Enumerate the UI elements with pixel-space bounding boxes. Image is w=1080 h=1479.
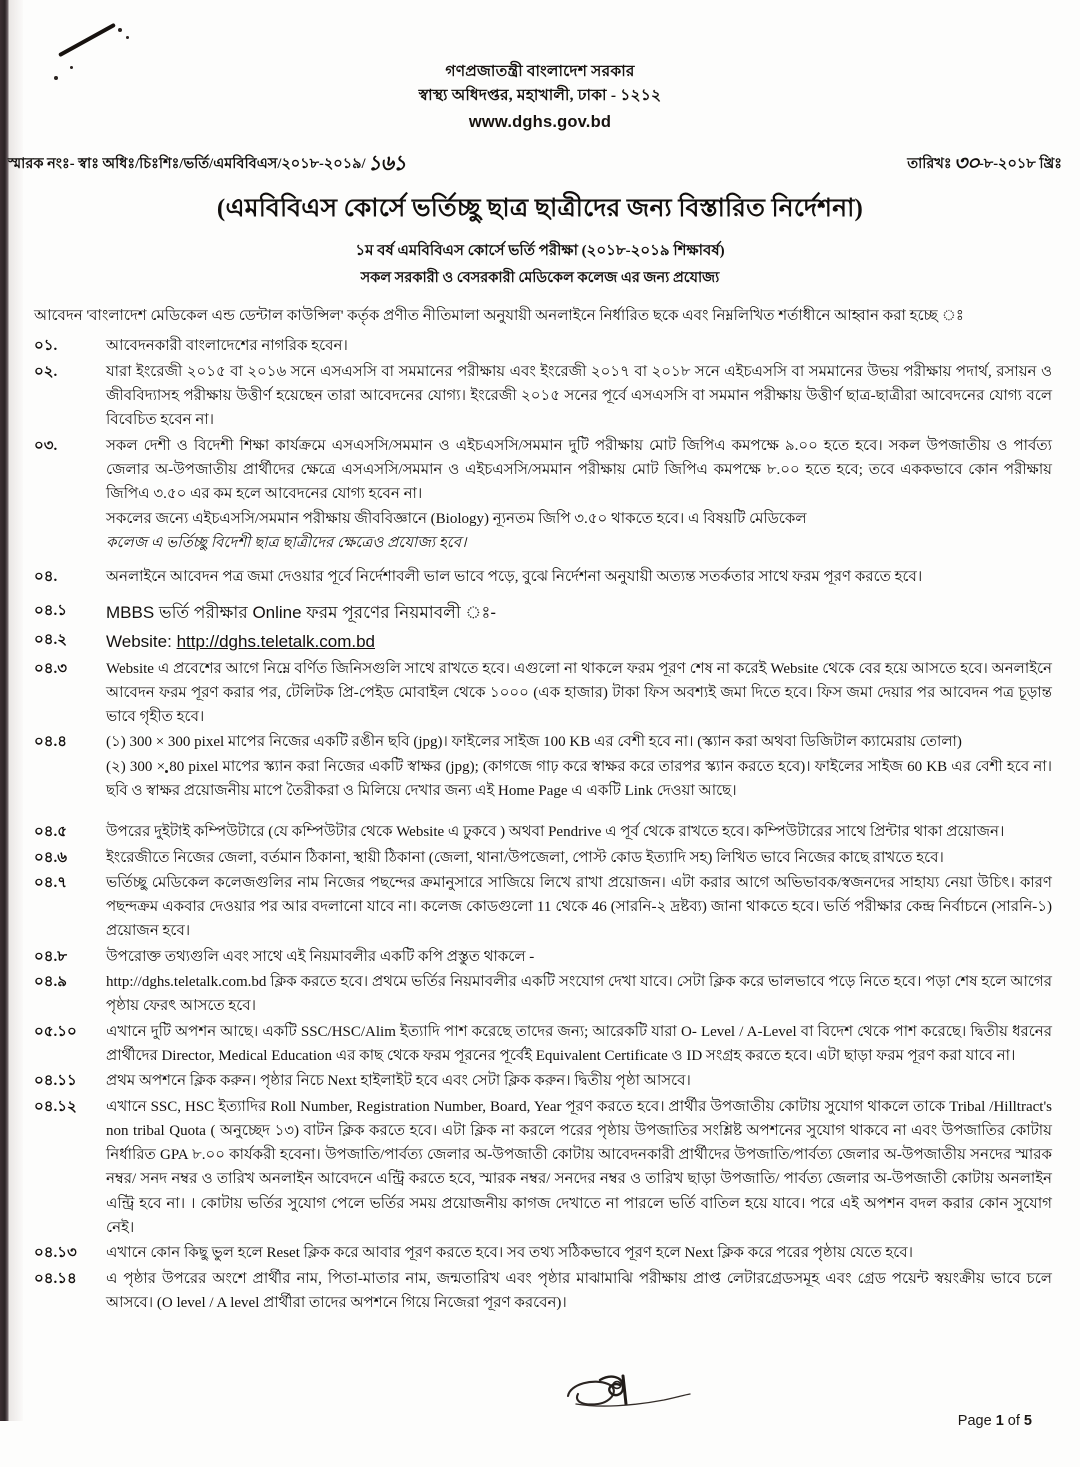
clause-text bbox=[106, 1069, 1052, 1093]
clause-text bbox=[106, 657, 1052, 730]
clause-number: ০৪.৪ bbox=[34, 734, 67, 751]
clause-number: ০৪.৯ bbox=[34, 974, 67, 991]
memo-date-label: তারিখঃ bbox=[907, 156, 952, 173]
clause-paragraph: আবেদনকারী বাংলাদেশের নাগরিক হবেন। bbox=[106, 338, 348, 355]
clause-item bbox=[34, 657, 1052, 730]
clause-text bbox=[106, 730, 1052, 803]
clause-item bbox=[34, 360, 1052, 433]
clause-number: ০৪.৭ bbox=[34, 874, 67, 891]
spacer bbox=[34, 590, 1052, 599]
clause-text bbox=[106, 628, 1052, 656]
clause-number: ০৪. bbox=[34, 569, 58, 586]
memo-row bbox=[0, 145, 1080, 180]
clause-paragraph: এখানে SSC, HSC ইত্যাদির Roll Number, Registration Number, Board, Year পূরণ করতে হবে। প্রার্থীর উপজাতীয় কোটায় সুযোগ থাকলে তাকে Tribal /Hilltract's non tribal Quota ( অনুচ্ছেদ ১৩) বাটন ক্লিক করতে হবে। এটা ক্লিক না করলে পরের পৃষ্ঠায় উপজাতির সংশ্লিষ্ট অপশনের সুযোগ থাকবে না এবং উপজাতির কোটায় নির্ধারিত GPA ৮.০০ কার্যকরী হবেনা। উপজাতি/পার্বত্য জেলার অ-উপজাতী কোটায় আবেদনকারী প্রার্থীদের উপজাতি/পার্বত্য জেলার অ-উপজাতীয় সনদের স্মারক নম্বর/ সনদ নম্বর ও তারিখ অনলাইন আবেদনে এন্ট্রি করতে হবে, স্মারক নম্বর/ সনদের নম্বর ও তারিখ ছাড়া উপজাতি/ পার্বত্য জেলার অ-উপজাতী কোটায় অনলাইন এন্ট্রি হবে না। । কোটায় ভর্তির সুযোগ পেলে ভর্তির সময় প্রয়োজনীয় কাগজ দেখাতে না পারলে ভর্তি বাতিল হয়ে যাবে। পরে এই অপশন বদল করার কোন সুযোগ নেই। bbox=[106, 1098, 1052, 1237]
page-number-current: 1 bbox=[995, 1413, 1004, 1429]
clause-text bbox=[106, 1095, 1052, 1241]
clause-number: ০৪.২ bbox=[34, 631, 67, 648]
clause-item bbox=[34, 599, 1052, 627]
clause-item bbox=[34, 1267, 1052, 1316]
clause-number: ০৪.৮ bbox=[34, 948, 67, 965]
clause-number: ০৪.৩ bbox=[34, 660, 67, 677]
clause-list bbox=[34, 334, 1052, 1315]
page-number-prefix: Page bbox=[957, 1413, 996, 1429]
clause-paragraph: MBBS ভর্তি পরীক্ষার Online ফরম পূরণের নিয়মাবলী ঃ- bbox=[106, 603, 497, 623]
page-subtitle-secondary: সকল সরকারী ও বেসরকারী মেডিকেল কলেজ এর জন্য প্রযোজ্য bbox=[360, 270, 720, 287]
clause-number: ০৪.১১ bbox=[34, 1073, 77, 1090]
clause-paragraph: ভর্তিচ্ছু মেডিকেল কলেজগুলির নাম নিজের পছন্দের ক্রমানুসারে সাজিয়ে লিখে রাখা প্রয়োজন। এটা করার আগে অভিভাবক/স্বজনদের সাহায্য নেয়া উচিৎ। কারণ পছন্দক্রম একবার দেওয়ার পর আর বদলানো যাবে না। কলেজ কোডগুলো 11 থেকে 46 (সারনি-২ দ্রষ্টব্য) জানা থাকতে হবে। ভর্তি পরীক্ষার কেন্দ্র নির্বাচনে (সারনি-১) প্রয়োজন হবে। bbox=[106, 874, 1052, 940]
clause-number: ০৪.১২ bbox=[34, 1098, 77, 1115]
clause-paragraph: এখানে দুটি অপশন আছে। একটি SSC/HSC/Alim ইত্যাদি পাশ করেছে তাদের জন্য; আরেকটি যারা O- Level / A-Level বা বিদেশ থেকে পাশ করেছে। দ্বিতীয় ধরনের প্রার্থীদের Director, Medical Education এর কাছ থেকে ফরম পূরনের পূর্বেই Equivalent Certificate ও ID সংগ্রহ করতে হবে। এটা ছাড়া ফরম পূরণ করা যাবে না। bbox=[106, 1023, 1052, 1064]
letterhead bbox=[0, 0, 1080, 135]
memo-date-rest: -৮-২০১৮ খ্রিঃ bbox=[978, 156, 1062, 173]
memo-date bbox=[907, 145, 1062, 180]
clause-text bbox=[106, 1020, 1052, 1069]
clause-item bbox=[34, 820, 1052, 844]
clause-paragraph: উপরের দুইটাই কম্পিউটারে (যে কম্পিউটার থেকে Website এ ঢুকবে ) অথবা Pendrive এ পূর্ব থেকে রাখতে হবে। কম্পিউটারের সাথে প্রিন্টার থাকা প্রয়োজন। bbox=[106, 824, 1005, 841]
clause-number: ০৪.৫ bbox=[34, 824, 67, 841]
govt-name: গণপ্রজাতন্ত্রী বাংলাদেশ সরকার bbox=[445, 63, 635, 80]
clause-text bbox=[106, 1267, 1052, 1316]
clause-item bbox=[34, 871, 1052, 944]
clause-item bbox=[34, 1095, 1052, 1241]
spacer bbox=[34, 556, 1052, 565]
clause-item bbox=[34, 1241, 1052, 1265]
clause-item bbox=[34, 434, 1052, 555]
signature-icon bbox=[560, 1368, 740, 1424]
clause-text bbox=[106, 599, 1052, 627]
clause-paragraph: http://dghs.teletalk.com.bd ক্লিক করতে হবে। প্রথমে ভর্তির নিয়মাবলীর একটি সংযোগ দেখা যাবে। সেটা ক্লিক করে ভালভাবে পড়ে নিতে হবে। পড়া শেষ হলে আগের পৃষ্ঠায় ফেরৎ আসতে হবে। bbox=[106, 974, 1052, 1015]
website-label: Website: bbox=[106, 631, 177, 651]
clause-number: ০৪.১৩ bbox=[34, 1245, 77, 1262]
clause-paragraph: যারা ইংরেজী ২০১৫ বা ২০১৬ সনে এসএসসি বা সমমানের পরীক্ষায় এবং ইংরেজী ২০১৭ বা ২০১৮ সনে এইচএসসি বা সমমানের উভয় পরীক্ষায় পদার্থ, রসায়ন ও জীববিদ্যাসহ পরীক্ষায় উত্তীর্ণ হয়েছেন তারা আবেদনের যোগ্য। ইংরেজী ২০১৫ সনের পূর্বে এসএসসি বা সমমান পরীক্ষায় উত্তীর্ণ ছাত্র-ছাত্রীরা আবেদনের যোগ্য বলে বিবেচিত হবেন না। bbox=[106, 363, 1052, 429]
clause-paragraph: প্রথম অপশনে ক্লিক করুন। পৃষ্ঠার নিচে Next হাইলাইট হবে এবং সেটা ক্লিক করুন। দ্বিতীয় পৃষ্ঠা আসবে। bbox=[106, 1073, 691, 1090]
clause-paragraph: (২) 300 × 80 pixel মাপের স্ক্যান করা নিজের একটি স্বাক্ষর (jpg); (কাগজে গাঢ় করে স্বাক্ষর করে তারপর স্ক্যান করতে হবে)। ফাইলের সাইজ 60 KB এর বেশী হবে না। ছবি ও স্বাক্ষর প্রয়োজনীয় মাপে তৈরীকরা ও মিলিয়ে দেখার জন্য এই Home Page এ একটি Link দেওয়া আছে। bbox=[106, 758, 1052, 799]
memo-number-label: স্মারক নংঃ- স্বাঃ অধিঃ/চিঃশিঃ/ভর্তি/এমবিবিএস/২০১৮-২০১৯/ bbox=[8, 156, 366, 173]
clause-number: ০৫.১০ bbox=[34, 1023, 77, 1040]
clause-paragraph: উপরোক্ত তথ্যগুলি এবং সাথে এই নিয়মাবলীর একটি কপি প্রস্তুত থাকলে - bbox=[106, 948, 535, 965]
page-number bbox=[958, 1413, 1032, 1429]
memo-number-handwritten: ১৬১ bbox=[367, 151, 406, 176]
clause-paragraph: সকলের জন্যে এইচএসসি/সমমান পরীক্ষায় জীববিজ্ঞানে (Biology) ন্যূনতম জিপি ৩.৫০ থাকতে হবে। এ বিষয়টি মেডিকেল bbox=[106, 510, 807, 527]
clause-paragraph: ইংরেজীতে নিজের জেলা, বর্তমান ঠিকানা, স্থায়ী ঠিকানা (জেলা, থানা/উপজেলা, পোস্ট কোড ইত্যাদি সহ) লিখিত ভাবে নিজের কাছে রাখতে হবে। bbox=[106, 849, 944, 866]
clause-paragraph: Website এ প্রবেশের আগে নিম্নে বর্ণিত জিনিসগুলি সাথে রাখতে হবে। এগুলো না থাকলে ফরম পূরণ শেষ না করেই Website থেকে বের হয়ে আসতে হবে। অনলাইনে আবেদন ফরম পূরণ করার পর, টেলিটক প্রি-পেইড মোবাইল থেকে ১০০০ (এক হাজার) টাকা ফিস অবশ্যই জমা দিতে হবে। ফিস জমা দেয়ার পর আবেদন পত্র চূড়ান্ত ভাবে গৃহীত হবে। bbox=[106, 660, 1052, 726]
clause-paragraph: অনলাইনে আবেদন পত্র জমা দেওয়ার পূর্বে নির্দেশাবলী ভাল ভাবে পড়ে, বুঝে নির্দেশনা অনুযায়ী অত্যন্ত সতর্কতার সাথে ফরম পূরণ করতে হবে। bbox=[106, 569, 923, 586]
page-number-middle: of bbox=[1003, 1413, 1024, 1429]
clause-text bbox=[106, 360, 1052, 433]
clause-paragraph: (১) 300 × 300 pixel মাপের নিজের একটি রঙীন ছবি (jpg)। ফাইলের সাইজ 100 KB এর বেশী হবে না। (স্ক্যান করা অথবা ডিজিটাল ক্যামেরায় তোলা) bbox=[106, 734, 962, 751]
clause-item bbox=[34, 334, 1052, 358]
intro-paragraph: আবেদন 'বাংলাদেশ মেডিকেল এন্ড ডেন্টাল কাউন্সিল' কর্তৃক প্রণীত নীতিমালা অনুযায়ী অনলাইনে নির্ধারিত ছকে এবং নিম্নলিখিত শর্তাধীনে আহ্বান করা হচ্ছে ঃ bbox=[34, 308, 964, 325]
clause-text bbox=[106, 1241, 1052, 1265]
clause-text bbox=[106, 565, 1052, 589]
clause-text bbox=[106, 970, 1052, 1019]
page-number-total: 5 bbox=[1023, 1413, 1032, 1429]
office-address: স্বাস্থ্য অধিদপ্তর, মহাখালী, ঢাকা - ১২১২ bbox=[418, 86, 662, 104]
clause-text bbox=[106, 334, 1052, 358]
clause-item bbox=[34, 846, 1052, 870]
clause-paragraph: সকল দেশী ও বিদেশী শিক্ষা কার্যক্রমে এসএসসি/সমমান ও এইচএসসি/সমমান দুটি পরীক্ষায় মোট জিপিএ কমপক্ষে ৯.০০ হতে হবে। সকল উপজাতীয় ও পার্বত্য জেলার অ-উপজাতীয় প্রার্থীদের ক্ষেত্রে এসএসসি/সমমান ও এইচএসসি/সমমান পরীক্ষায় মোট জিপিএ কমপক্ষে ৮.০০ হতে হবে; তবে এককভাবে কোন পরীক্ষায় জিপিএ ৩.৫০ এর কম হলে আবেদনের যোগ্য হবেন না। bbox=[106, 437, 1052, 503]
clause-item-url bbox=[34, 970, 1052, 1019]
memo-number bbox=[8, 145, 405, 180]
clause-number: ০২. bbox=[34, 363, 58, 380]
clause-paragraph: এ পৃষ্ঠার উপরের অংশে প্রার্থীর নাম, পিতা-মাতার নাম, জন্মতারিখ এবং পৃষ্ঠার মাঝামাঝি পরীক্ষায় প্রাপ্ত লেটারগ্রেডসমূহ এবং গ্রেড পয়েন্ট স্বয়ংক্রীয় ভাবে চলে আসবে। (O level / A level প্রার্থীরা তাদের অপশনে গিয়ে নিজেরা পূরণ করবেন)। bbox=[106, 1270, 1052, 1311]
clause-number: ০৪.১ bbox=[34, 603, 67, 620]
clause-item bbox=[34, 1069, 1052, 1093]
page-title: (এমবিবিএস কোর্সে ভর্তিচ্ছু ছাত্র ছাত্রীদের জন্য বিস্তারিত নির্দেশনা) bbox=[216, 195, 864, 223]
clause-number: ০১. bbox=[34, 338, 58, 355]
clause-number: ০৪.৬ bbox=[34, 849, 67, 866]
official-website: www.dghs.gov.bd bbox=[468, 113, 612, 132]
clause-text bbox=[106, 434, 1052, 555]
clause-text bbox=[106, 945, 1052, 969]
clause-number: ০৪.১৪ bbox=[34, 1270, 77, 1287]
clause-paragraph bbox=[106, 628, 1052, 656]
clause-item bbox=[34, 565, 1052, 589]
page-subtitle-primary: ১ম বর্ষ এমবিবিএস কোর্সে ভর্তি পরীক্ষা (২০১৮-২০১৯ শিক্ষাবর্ষ) bbox=[355, 243, 725, 260]
clause-item-website bbox=[34, 628, 1052, 656]
clause-item bbox=[34, 730, 1052, 803]
spacer bbox=[34, 804, 1052, 820]
clause-text bbox=[106, 846, 1052, 870]
clause-number: ০৩. bbox=[34, 437, 58, 454]
memo-date-handwritten: ৩০ bbox=[953, 151, 979, 176]
clause-paragraph-italic: কলেজ এ ভর্তিচ্ছু বিদেশী ছাত্র ছাত্রীদের ক্ষেত্রেও প্রযোজ্য হবে। bbox=[106, 534, 467, 551]
clause-item bbox=[34, 1020, 1052, 1069]
clause-text bbox=[106, 871, 1052, 944]
website-link[interactable]: http://dghs.teletalk.com.bd bbox=[176, 631, 376, 651]
clause-text bbox=[106, 820, 1052, 844]
clause-paragraph: এখানে কোন কিছু ভুল হলে Reset ক্লিক করে আবার পূরণ করতে হবে। সব তথ্য সঠিকভাবে পূরণ হলে Next ক্লিক করে পরের পৃষ্ঠায় যেতে হবে। bbox=[106, 1245, 913, 1262]
clause-item bbox=[34, 945, 1052, 969]
